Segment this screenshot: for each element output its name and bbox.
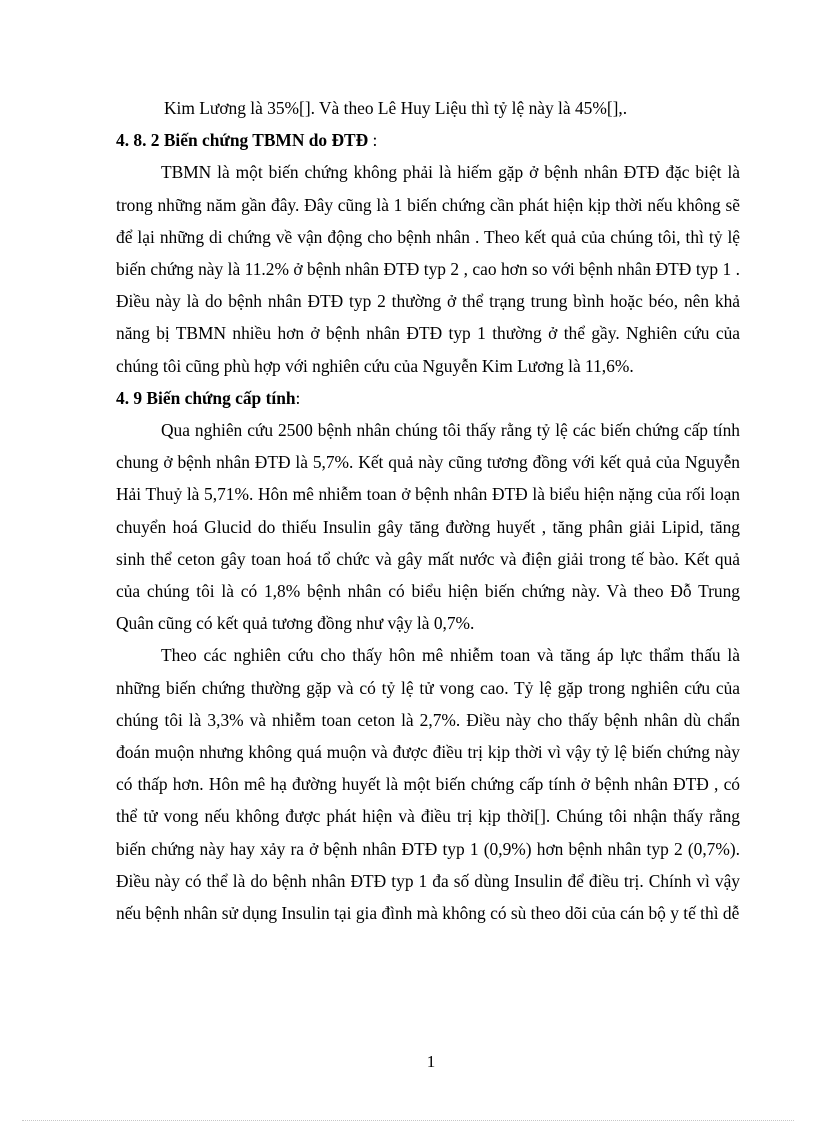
section-heading-4-9 (116, 382, 740, 414)
page-bottom-divider (22, 1120, 794, 1121)
paragraph-acute-complications: Qua nghiên cứu 2500 bệnh nhân chúng tôi thấy rằng tỷ lệ các biến chứng cấp tính chung ở bệnh nhân ĐTĐ là 5,7%. Kết quả này cũng tương đồng với kết quả của Nguyễn Hải Thuỷ là 5,71%. Hôn mê nhiễm toan ở bệnh nhân ĐTĐ là biểu hiện nặng của rối loạn chuyển hoá Glucid do thiếu Insulin gây tăng đường huyết , tăng phân giải Lipid, tăng sinh thể ceton gây toan hoá tổ chức và gây mất nước và điện giải trong tế bào. Kết quả của chúng tôi là có 1,8% bệnh nhân có biểu hiện biến chứng này. Và theo Đỗ Trung Quân cũng có kết quả tương đồng như vậy là 0,7%. (116, 420, 740, 634)
paragraph-tbmn: TBMN là một biến chứng không phải là hiếm gặp ở bệnh nhân ĐTĐ đặc biệt là trong những năm gần đây. Đây cũng là 1 biến chứng cần phát hiện kịp thời nếu không sẽ để lại những di chứng về vận động cho bệnh nhân . Theo kết quả của chúng tôi, thì tỷ lệ biến chứng này là 11.2% ở bệnh nhân ĐTĐ typ 2 , cao hơn so với bệnh nhân ĐTĐ typ 1 . Điều này là do bệnh nhân ĐTĐ typ 2 thường ở thể trạng trung bình hoặc béo, nên khả năng bị TBMN nhiều hơn ở bệnh nhân ĐTĐ typ 1 thường ở thể gầy. Nghiên cứu của chúng tôi cũng phù hợp với nghiên cứu của Nguyễn Kim Lương là 11,6%. (116, 162, 740, 376)
section-heading-colon: : (368, 130, 378, 151)
page-number: 1 (426, 1052, 436, 1071)
document-body (116, 92, 740, 929)
continuation-paragraph: Kim Lương là 35%[]. Và theo Lê Huy Liệu thì tỷ lệ này là 45%[],. (164, 98, 628, 118)
section-heading-text: 4. 8. 2 Biến chứng TBMN do ĐTĐ (116, 130, 369, 151)
section-heading-colon: : (295, 387, 301, 408)
section-heading-4-8-2 (116, 124, 740, 156)
section-heading-text: 4. 9 Biến chứng cấp tính (116, 387, 296, 408)
paragraph-coma-studies: Theo các nghiên cứu cho thấy hôn mê nhiễm toan và tăng áp lực thẩm thấu là những biến chứng thường gặp và có tỷ lệ tử vong cao. Tỷ lệ gặp trong nghiên cứu của chúng tôi là 3,3% và nhiễm toan ceton là 2,7%. Điều này cho thấy bệnh nhân dù chẩn đoán muộn nhưng không quá muộn và được điều trị kịp thời vì vậy tỷ lệ biến chứng này có thấp hơn. Hôn mê hạ đường huyết là một biến chứng cấp tính ở bệnh nhân ĐTĐ , có thể tử vong nếu không được phát hiện và điều trị kịp thời[]. Chúng tôi nhận thấy rằng biến chứng này hay xảy ra ở bệnh nhân ĐTĐ typ 1 (0,9%) hơn bệnh nhân typ 2 (0,7%). Điều này có thể là do bệnh nhân ĐTĐ typ 1 đa số dùng Insulin để điều trị. Chính vì vậy nếu bệnh nhân sử dụng Insulin tại gia đình mà không có sù theo dõi của cán bộ y tế thì dễ (116, 645, 740, 924)
